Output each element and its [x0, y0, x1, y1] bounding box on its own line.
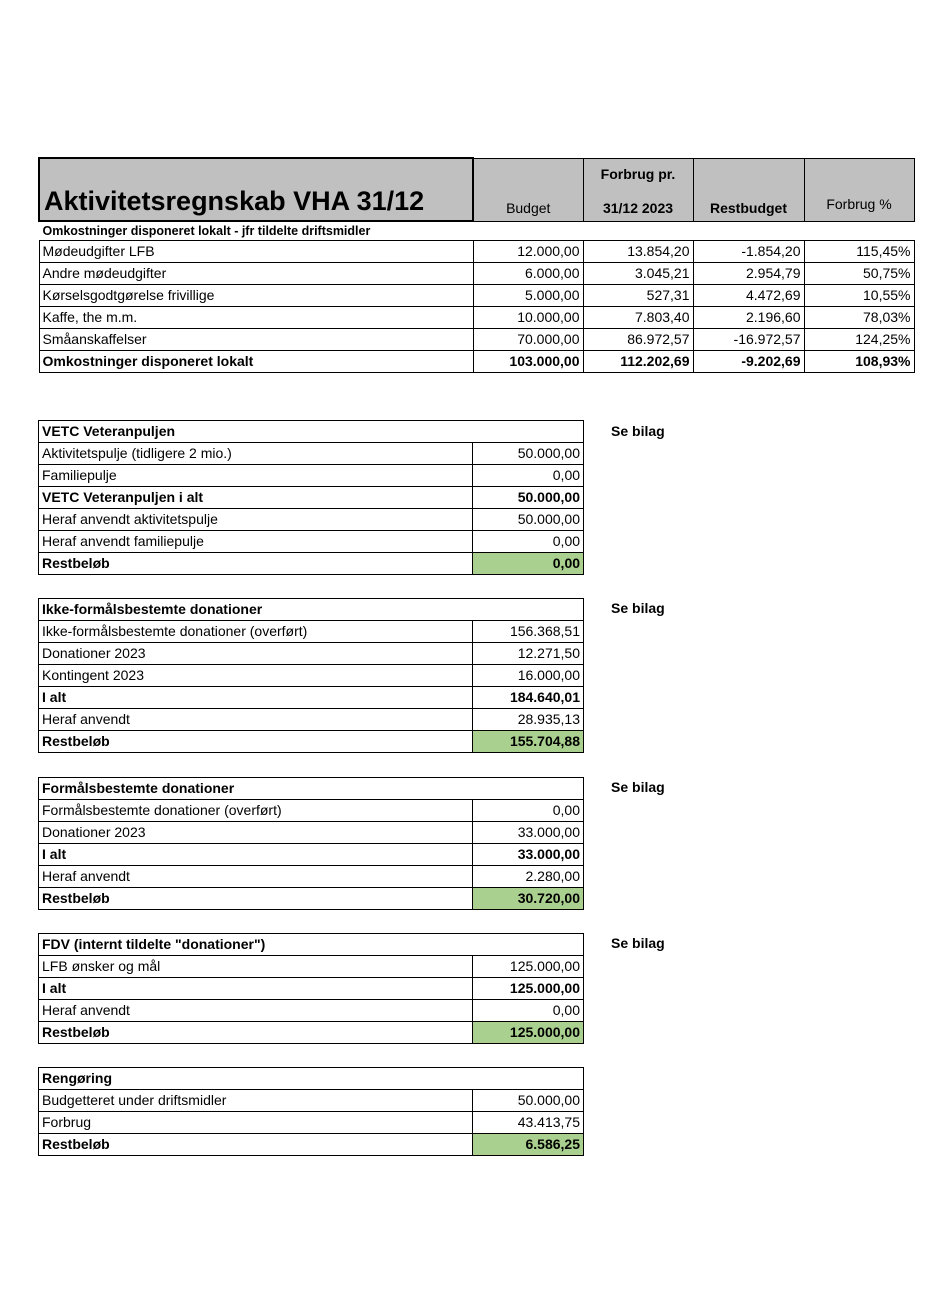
table-row — [39, 621, 584, 643]
section-title: VETC Veteranpuljen — [39, 421, 584, 443]
row-label: Donationer 2023 — [39, 822, 473, 844]
restbudget-cell: 2.954,79 — [693, 263, 804, 285]
row-value: 125.000,00 — [473, 978, 584, 1000]
table-row — [39, 443, 584, 465]
rengoering-table — [38, 1067, 584, 1156]
row-value: 28.935,13 — [473, 709, 584, 731]
row-label: I alt — [39, 687, 473, 709]
row-label: Restbeløb — [39, 1022, 473, 1044]
row-label: Restbeløb — [39, 1134, 473, 1156]
total-budget: 103.000,00 — [473, 351, 583, 373]
row-value: 33.000,00 — [473, 822, 584, 844]
row-label: VETC Veteranpuljen i alt — [39, 487, 473, 509]
subtitle-row — [39, 221, 914, 241]
table-row — [39, 531, 584, 553]
subtotal-row — [39, 487, 584, 509]
total-restbudget: -9.202,69 — [693, 351, 804, 373]
restbudget-cell: -16.972,57 — [693, 329, 804, 351]
subtotal-row — [39, 978, 584, 1000]
budget-cell: 70.000,00 — [473, 329, 583, 351]
row-value: 184.640,01 — [473, 687, 584, 709]
section-title: FDV (internt tildelte "donationer") — [39, 934, 584, 956]
restbeloeb-value: 6.586,25 — [473, 1134, 584, 1156]
formaalsbestemte-section — [38, 777, 584, 910]
column-header-forbrug-line2: 31/12 2023 — [602, 199, 674, 216]
restbeloeb-row — [39, 553, 584, 575]
row-label: Heraf anvendt familiepulje — [39, 531, 473, 553]
vetc-table — [38, 420, 584, 575]
row-value: 33.000,00 — [473, 844, 584, 866]
row-value: 2.280,00 — [473, 866, 584, 888]
row-label: Ikke-formålsbestemte donationer (overført) — [39, 621, 473, 643]
row-value: 50.000,00 — [473, 487, 584, 509]
section-title: Formålsbestemte donationer — [39, 778, 584, 800]
se-bilag-note: Se bilag — [611, 423, 665, 439]
budget-cell: 5.000,00 — [473, 285, 583, 307]
table-row — [39, 643, 584, 665]
restbeloeb-row — [39, 1134, 584, 1156]
table-row — [39, 800, 584, 822]
restbeloeb-value: 30.720,00 — [473, 888, 584, 910]
forbrug-cell: 527,31 — [583, 285, 693, 307]
budget-cell: 10.000,00 — [473, 307, 583, 329]
column-header-forbrug-line1: Forbrug pr. — [600, 165, 676, 182]
forbrug-cell: 13.854,20 — [583, 241, 693, 263]
row-value: 156.368,51 — [473, 621, 584, 643]
row-label: Aktivitetspulje (tidligere 2 mio.) — [39, 443, 473, 465]
row-label: Donationer 2023 — [39, 643, 473, 665]
row-label: Mødeudgifter LFB — [39, 241, 473, 263]
table-row — [39, 822, 584, 844]
budget-cell: 6.000,00 — [473, 263, 583, 285]
restbeloeb-row — [39, 731, 584, 753]
column-header-budget: Budget — [473, 158, 583, 221]
table-row — [39, 307, 914, 329]
total-row — [39, 351, 914, 373]
row-value: 50.000,00 — [473, 509, 584, 531]
column-header-forbrug — [583, 158, 693, 221]
page-title: Aktivitetsregnskab VHA 31/12 — [39, 158, 473, 221]
table-row — [39, 709, 584, 731]
se-bilag-note: Se bilag — [611, 935, 665, 951]
restbeloeb-row — [39, 888, 584, 910]
forbrug-pct-cell: 124,25% — [804, 329, 914, 351]
row-value: 0,00 — [473, 800, 584, 822]
table-row — [39, 241, 914, 263]
row-label: Heraf anvendt aktivitetspulje — [39, 509, 473, 531]
forbrug-pct-cell: 50,75% — [804, 263, 914, 285]
row-label: Heraf anvendt — [39, 1000, 473, 1022]
subtotal-row — [39, 687, 584, 709]
total-forbrug: 112.202,69 — [583, 351, 693, 373]
table-row — [39, 1000, 584, 1022]
activity-accounts-sheet — [38, 157, 915, 373]
table-row — [39, 285, 914, 307]
restbeloeb-value: 155.704,88 — [473, 731, 584, 753]
restbudget-cell: 4.472,69 — [693, 285, 804, 307]
table-row — [39, 1112, 584, 1134]
forbrug-cell: 3.045,21 — [583, 263, 693, 285]
table-row — [39, 956, 584, 978]
forbrug-pct-cell: 78,03% — [804, 307, 914, 329]
table-row — [39, 1090, 584, 1112]
forbrug-pct-cell: 115,45% — [804, 241, 914, 263]
formaalsbestemte-table — [38, 777, 584, 910]
row-value: 12.271,50 — [473, 643, 584, 665]
row-label: Småanskaffelser — [39, 329, 473, 351]
restbudget-cell: -1.854,20 — [693, 241, 804, 263]
row-value: 50.000,00 — [473, 1090, 584, 1112]
row-label: LFB ønsker og mål — [39, 956, 473, 978]
restbeloeb-value: 0,00 — [473, 553, 584, 575]
column-header-forbrug-pct: Forbrug % — [804, 158, 914, 221]
row-label: Restbeløb — [39, 731, 473, 753]
row-label: Familiepulje — [39, 465, 473, 487]
forbrug-cell: 7.803,40 — [583, 307, 693, 329]
row-label: Kaffe, the m.m. — [39, 307, 473, 329]
row-value: 0,00 — [473, 1000, 584, 1022]
se-bilag-note: Se bilag — [611, 779, 665, 795]
rengoering-section — [38, 1067, 584, 1156]
restbeloeb-row — [39, 1022, 584, 1044]
vetc-section — [38, 420, 584, 575]
table-row — [39, 263, 914, 285]
row-value: 50.000,00 — [473, 443, 584, 465]
restbeloeb-value: 125.000,00 — [473, 1022, 584, 1044]
table-row — [39, 465, 584, 487]
ikke-formaalsbestemte-table — [38, 598, 584, 753]
table-row — [39, 665, 584, 687]
row-label: Heraf anvendt — [39, 709, 473, 731]
row-label: I alt — [39, 844, 473, 866]
table-row — [39, 866, 584, 888]
row-label: Forbrug — [39, 1112, 473, 1134]
row-label: Andre mødeudgifter — [39, 263, 473, 285]
row-label: I alt — [39, 978, 473, 1000]
row-value: 0,00 — [473, 531, 584, 553]
row-label: Heraf anvendt — [39, 866, 473, 888]
se-bilag-note: Se bilag — [611, 600, 665, 616]
header-row — [39, 158, 914, 221]
row-value: 43.413,75 — [473, 1112, 584, 1134]
fdv-table — [38, 933, 584, 1044]
row-label: Restbeløb — [39, 888, 473, 910]
table-row — [39, 329, 914, 351]
forbrug-pct-cell: 10,55% — [804, 285, 914, 307]
fdv-section — [38, 933, 584, 1044]
section-subtitle: Omkostninger disponeret lokalt - jfr tildelte driftsmidler — [39, 221, 914, 241]
row-label: Budgetteret under driftsmidler — [39, 1090, 473, 1112]
total-label: Omkostninger disponeret lokalt — [39, 351, 473, 373]
section-title: Ikke-formålsbestemte donationer — [39, 599, 584, 621]
row-value: 0,00 — [473, 465, 584, 487]
ikke-formaalsbestemte-section — [38, 598, 584, 753]
total-forbrug-pct: 108,93% — [804, 351, 914, 373]
row-value: 125.000,00 — [473, 956, 584, 978]
subtotal-row — [39, 844, 584, 866]
row-label: Restbeløb — [39, 553, 473, 575]
budget-cell: 12.000,00 — [473, 241, 583, 263]
column-header-restbudget: Restbudget — [693, 158, 804, 221]
row-label: Kontingent 2023 — [39, 665, 473, 687]
section-title: Rengøring — [39, 1068, 584, 1090]
table-row — [39, 509, 584, 531]
row-label: Formålsbestemte donationer (overført) — [39, 800, 473, 822]
restbudget-cell: 2.196,60 — [693, 307, 804, 329]
forbrug-cell: 86.972,57 — [583, 329, 693, 351]
main-budget-table — [38, 157, 915, 373]
row-label: Kørselsgodtgørelse frivillige — [39, 285, 473, 307]
row-value: 16.000,00 — [473, 665, 584, 687]
